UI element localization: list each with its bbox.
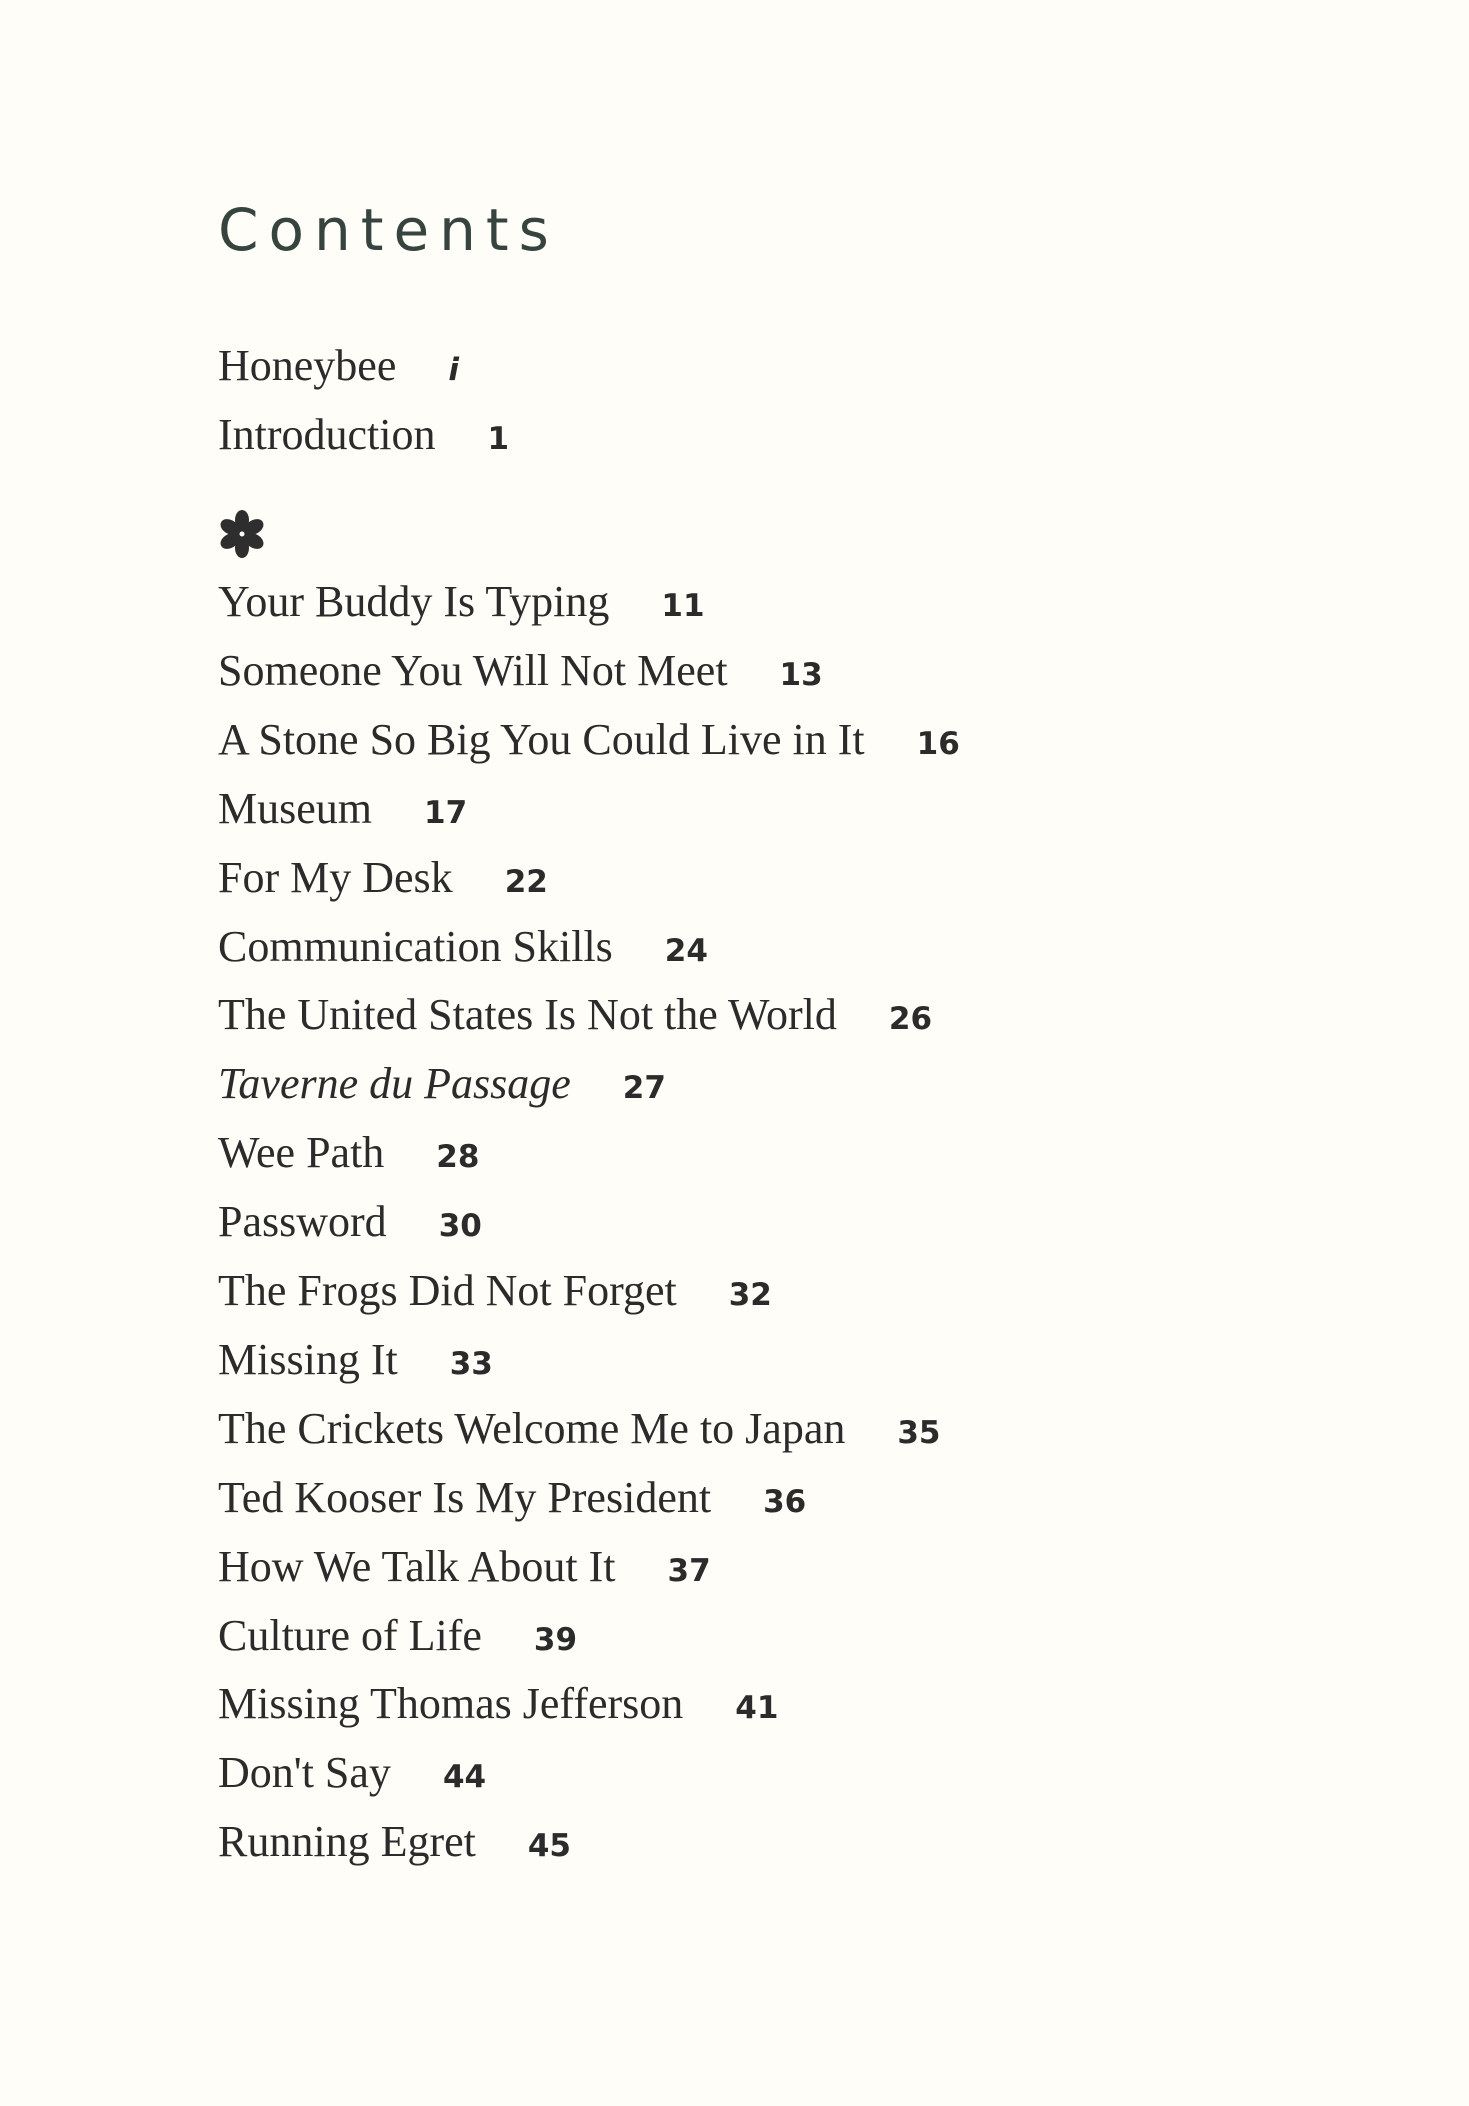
toc-entry-title: Honeybee — [218, 341, 397, 390]
toc-entry — [218, 1265, 772, 1325]
toc-entry-page: 33 — [449, 1345, 493, 1382]
toc-entry-title: Missing Thomas Jefferson — [218, 1679, 684, 1729]
toc-entry — [218, 1816, 571, 1876]
toc-entry — [218, 576, 705, 636]
toc-entry-page: 24 — [664, 932, 708, 969]
toc-entry-title: For My Desk — [218, 852, 453, 902]
toc-entry-title: Someone You Will Not Meet — [218, 645, 728, 695]
toc-entry-page: 1 — [487, 420, 510, 457]
toc-entry-title: Password — [218, 1197, 387, 1247]
toc-entry-page: 37 — [667, 1552, 711, 1589]
toc-entry-title: A Stone So Big You Could Live in It — [218, 714, 865, 764]
toc-entry-page: 22 — [504, 863, 548, 900]
toc-entry-page: 27 — [622, 1070, 666, 1107]
toc-entry — [218, 1058, 666, 1118]
toc-entry — [218, 921, 708, 981]
toc-entry-title: Museum — [218, 783, 372, 833]
toc-entry — [218, 852, 548, 912]
toc-entry — [218, 1541, 711, 1601]
toc-entry-page: 28 — [436, 1139, 480, 1176]
toc-entry-title: Running Egret — [218, 1817, 476, 1867]
toc-entry-title: The Frogs Did Not Forget — [218, 1266, 677, 1315]
toc-entry-page: 32 — [728, 1277, 772, 1313]
toc-entry-title: Communication Skills — [218, 921, 613, 971]
toc-entry-title: How We Talk About It — [218, 1541, 616, 1591]
flower-ornament-icon — [216, 508, 268, 560]
toc-entry — [218, 989, 932, 1049]
toc-entry — [218, 645, 823, 705]
toc-entry — [218, 1472, 806, 1532]
toc-entry — [218, 783, 467, 843]
toc-entry-page: 26 — [888, 1001, 933, 1038]
toc-entry-page: 17 — [424, 794, 468, 831]
page-title: Contents — [218, 196, 559, 264]
toc-entry-title: Wee Path — [218, 1128, 385, 1178]
toc-entry-page: 35 — [897, 1414, 941, 1451]
toc-entry-title: Missing It — [218, 1334, 398, 1384]
toc-entry — [218, 714, 960, 774]
toc-entry-title: Introduction — [218, 409, 436, 459]
toc-entry-page: 13 — [779, 656, 823, 693]
toc-entry-title: The United States Is Not the World — [218, 990, 837, 1040]
toc-entry — [218, 1127, 479, 1187]
toc-entry — [218, 1747, 486, 1807]
toc-entry-page: 16 — [916, 725, 960, 762]
toc-entry-page: 30 — [438, 1208, 482, 1245]
toc-entry — [218, 1610, 577, 1670]
toc-entry — [218, 1196, 482, 1256]
toc-entry-page: i — [448, 352, 460, 388]
toc-entry-title: Taverne du Passage — [218, 1059, 571, 1109]
toc-entry — [218, 1403, 940, 1463]
toc-entry-page: 41 — [735, 1690, 779, 1727]
toc-entry-title: The Crickets Welcome Me to Japan — [218, 1403, 846, 1453]
toc-entry-page: 36 — [763, 1483, 807, 1520]
toc-entry-page: 45 — [527, 1828, 571, 1865]
toc-entry — [218, 1334, 493, 1394]
toc-entry — [218, 340, 459, 400]
toc-entry — [218, 1678, 778, 1738]
toc-entry — [218, 409, 509, 469]
toc-entry-page: 11 — [661, 588, 705, 624]
toc-entry-title: Ted Kooser Is My President — [218, 1472, 712, 1522]
toc-entry-page: 44 — [442, 1759, 487, 1796]
toc-entry-title: Culture of Life — [218, 1610, 482, 1660]
toc-entry-title: Don't Say — [218, 1748, 391, 1798]
toc-entry-page: 39 — [533, 1621, 578, 1658]
toc-entry-title: Your Buddy Is Typing — [218, 577, 610, 626]
